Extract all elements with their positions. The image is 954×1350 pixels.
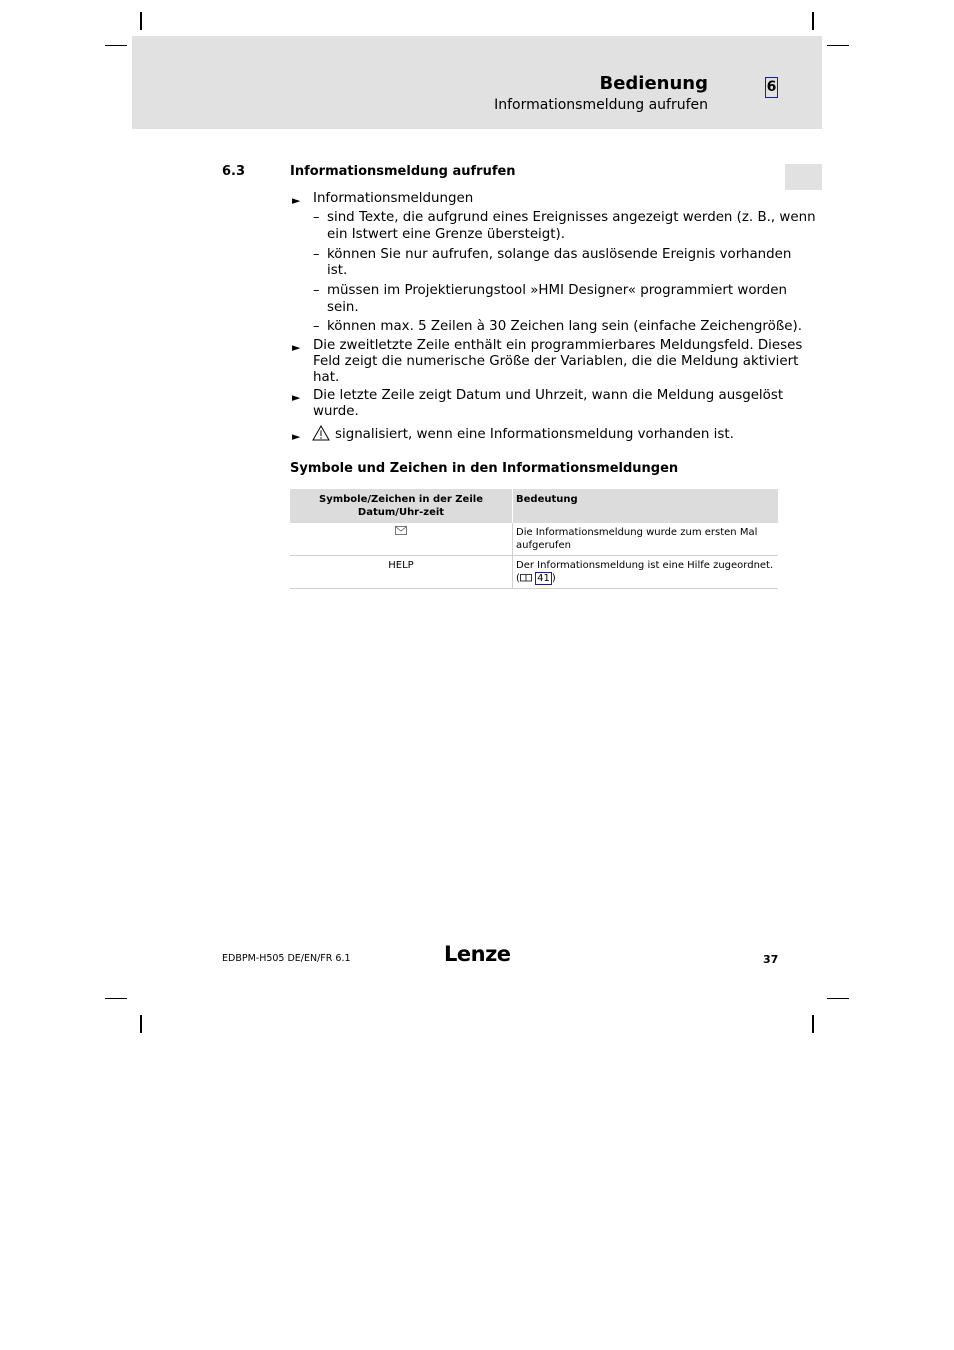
table-row — [290, 556, 778, 589]
document-id: EDBPM-H505 DE/EN/FR 6.1 — [222, 953, 351, 964]
crop-mark — [827, 45, 849, 46]
bullet-arrow-icon: ► — [292, 194, 301, 207]
list-item: Informationsmeldungen — [313, 191, 474, 206]
chapter-side-tab — [785, 164, 822, 190]
dash-icon: – — [313, 247, 320, 262]
list-item: sind Texte, die aufgrund eines Ereignisses angezeigt werden (z. B., wenn — [327, 210, 816, 225]
list-item: Die letzte Zeile zeigt Datum und Uhrzeit, wann die Meldung ausgelöst — [313, 388, 784, 403]
section-number: 6.3 — [222, 164, 246, 179]
warning-icon — [312, 425, 330, 441]
section-title: Informationsmeldung aufrufen — [290, 164, 516, 179]
table-cell — [513, 556, 779, 589]
book-icon — [520, 573, 532, 582]
table-cell: Die Informationsmeldung wurde zum ersten Mal aufgerufen — [513, 523, 779, 556]
table-cell-text: Der Informationsmeldung ist eine Hilfe zugeordnet. — [516, 560, 774, 571]
table-heading: Symbole und Zeichen in den Informationsmeldungen — [290, 461, 679, 476]
list-item: sein. — [327, 300, 359, 315]
bullet-arrow-icon: ► — [292, 341, 301, 354]
dash-icon: – — [313, 210, 320, 225]
page-number: 37 — [763, 953, 779, 966]
page-reference-link[interactable]: 41 — [537, 573, 550, 584]
chapter-subtitle: Informationsmeldung aufrufen — [494, 97, 708, 113]
list-item: signalisiert, wenn eine Informationsmeldung vorhanden ist. — [335, 427, 734, 442]
dash-icon: – — [313, 283, 320, 298]
table-cell-symbol — [290, 523, 513, 556]
bullet-arrow-icon: ► — [292, 430, 301, 443]
crop-mark — [140, 1015, 142, 1033]
crop-mark — [812, 12, 814, 30]
list-item: hat. — [313, 370, 340, 385]
column-header: Symbole/Zeichen in der Zeile Datum/Uhr-zeit — [290, 489, 513, 523]
list-item: ist. — [327, 263, 348, 278]
ref-close: ) — [551, 573, 556, 584]
crop-mark — [105, 998, 127, 999]
chapter-number-link[interactable]: 6 — [765, 77, 778, 98]
header-band — [132, 36, 822, 129]
table-row — [290, 523, 778, 556]
symbols-table — [290, 489, 778, 589]
crop-mark — [105, 45, 127, 46]
dash-icon: – — [313, 319, 320, 334]
list-item: wurde. — [313, 404, 359, 419]
crop-mark — [140, 12, 142, 30]
list-item: Feld zeigt die numerische Größe der Variablen, die die Meldung aktiviert — [313, 354, 799, 369]
ref-open: ( — [516, 573, 520, 584]
chapter-title: Bedienung — [599, 73, 708, 94]
table-cell-symbol: HELP — [290, 556, 513, 589]
table-header-row — [290, 489, 778, 523]
crop-mark — [812, 1015, 814, 1033]
list-item: müssen im Projektierungstool »HMI Designer« programmiert worden — [327, 283, 788, 298]
envelope-icon — [395, 526, 407, 535]
list-item: ein Istwert eine Grenze übersteigt). — [327, 227, 566, 242]
list-item: können Sie nur aufrufen, solange das auslösende Ereignis vorhanden — [327, 247, 792, 262]
list-item: Die zweitletzte Zeile enthält ein programmierbares Meldungsfeld. Dieses — [313, 338, 803, 353]
crop-mark — [827, 998, 849, 999]
lenze-logo: Lenze — [444, 942, 511, 966]
bullet-arrow-icon: ► — [292, 391, 301, 404]
list-item: können max. 5 Zeilen à 30 Zeichen lang sein (einfache Zeichengröße). — [327, 319, 802, 334]
column-header: Bedeutung — [513, 489, 779, 523]
